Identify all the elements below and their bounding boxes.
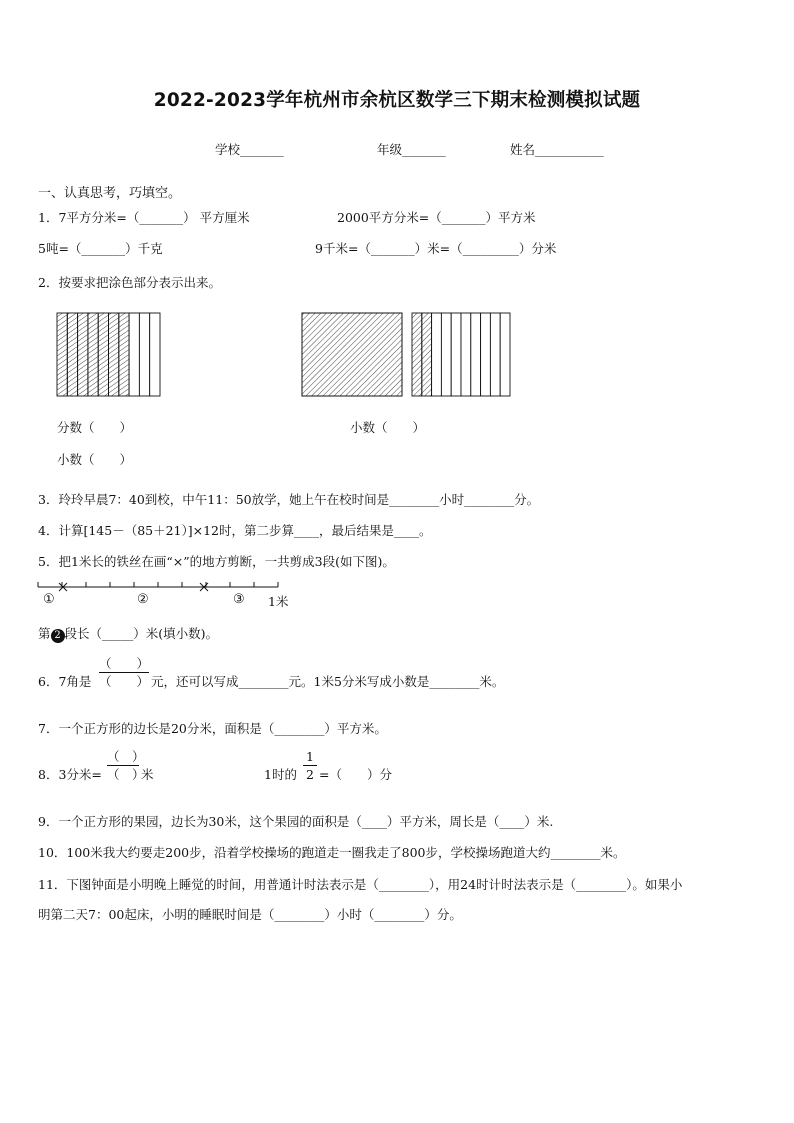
q2-decimal-answer-right: 小数（ ） — [350, 420, 426, 435]
q7-text: 7．一个正方形的边长是20分米，面积是（________）平方米。 — [38, 721, 387, 736]
q2-text: 2．按要求把涂色部分表示出来。 — [38, 275, 221, 290]
fraction-bar — [99, 672, 149, 673]
q2-decimal-answer-left: 小数（ ） — [57, 452, 133, 467]
school-field: 学校_______ — [215, 142, 284, 157]
shaded-strip — [88, 313, 98, 396]
q2-figures — [0, 0, 794, 420]
q8-numerator: （ ） — [107, 749, 145, 764]
empty-strip — [451, 313, 461, 396]
q8-b-prefix: 1时的 — [264, 767, 297, 782]
shaded-strip — [57, 313, 67, 396]
q9-text: 9．一个正方形的果园，边长为30米，这个果园的面积是（____）平方米，周长是（____）米. — [38, 814, 554, 829]
q6-suffix: 元，还可以写成________元。1米5分米写成小数是________米。 — [151, 674, 505, 689]
shaded-strip — [67, 313, 77, 396]
shaded-strip — [422, 313, 432, 396]
shaded-strip — [412, 313, 422, 396]
q1-part-a: 1．7平方分米=（_______） 平方厘米 — [38, 210, 250, 225]
figure-strips-right — [412, 313, 510, 396]
shaded-strip — [98, 313, 108, 396]
q5-text: 5．把1米长的铁丝在画“×”的地方剪断，一共剪成3段(如下图)。 — [38, 554, 395, 569]
q4-text: 4．计算[145－（85＋21）]×12时，第二步算____，最后结果是____。 — [38, 523, 432, 538]
q6-denominator: （ ） — [99, 674, 150, 689]
empty-strip — [490, 313, 500, 396]
shaded-square — [302, 313, 402, 396]
q8-denominator: （ ） — [107, 767, 145, 782]
q10-text: 10．100米我大约要走200步，沿着学校操场的跑道走一圈我走了800步，学校操场跑道大约________米。 — [38, 845, 626, 860]
half-denominator: 2 — [306, 767, 314, 782]
q1-part-b: 2000平方分米=（_______）平方米 — [337, 210, 536, 225]
q6-prefix: 6．7角是 — [38, 674, 92, 689]
fraction-bar — [303, 765, 317, 766]
q5-ruler — [38, 578, 298, 608]
empty-strip — [129, 313, 139, 396]
segment-3-label: ③ — [233, 592, 245, 607]
circled-2-icon: 2 — [51, 629, 65, 643]
empty-strip — [432, 313, 442, 396]
half-numerator: 1 — [306, 749, 314, 764]
empty-strip — [481, 313, 491, 396]
q2-fraction-answer: 分数（ ） — [57, 420, 133, 435]
half-fraction — [303, 749, 317, 782]
q3-text: 3．玲玲早晨7：40到校，中午11：50放学，她上午在校时间是________小时________分。 — [38, 492, 540, 507]
q8-fraction — [107, 749, 145, 782]
q1-part-d: 9千米=（_______）米=（_________）分米 — [315, 241, 557, 256]
empty-strip — [500, 313, 510, 396]
q8-unit: 米 — [141, 767, 154, 782]
q11-line-1: 11．下图钟面是小明晚上睡觉的时间，用普通计时法表示是（________），用24时计时法表示是（________）。如果小 — [38, 877, 683, 892]
q5-answer — [38, 624, 218, 643]
empty-strip — [461, 313, 471, 396]
segment-2-label: ② — [137, 592, 149, 607]
section-heading: 一、认真思考，巧填空。 — [38, 186, 182, 201]
fraction-bar — [107, 765, 139, 766]
ruler-end-label: 1米 — [268, 594, 289, 609]
grade-field: 年级_______ — [377, 142, 446, 157]
q11-line-2: 明第二天7：00起床，小明的睡眠时间是（________）小时（________）分。 — [38, 907, 462, 922]
q5-answer-prefix: 第 — [38, 626, 51, 641]
shaded-strip — [78, 313, 88, 396]
page-title: 2022-2023学年杭州市余杭区数学三下期末检测模拟试题 — [153, 90, 641, 111]
empty-strip — [139, 313, 149, 396]
shaded-strip — [109, 313, 119, 396]
q6-fraction — [99, 656, 149, 689]
name-field: 姓名___________ — [510, 142, 604, 157]
q6-numerator: （ ） — [99, 656, 150, 671]
q8-b-suffix: =（ ）分 — [319, 767, 392, 782]
empty-strip — [471, 313, 481, 396]
figure-strips-left — [57, 313, 160, 396]
q1-part-c: 5吨=（_______）千克 — [38, 241, 163, 256]
segment-1-label: ① — [43, 592, 55, 607]
empty-strip — [150, 313, 160, 396]
figure-full-square — [302, 313, 402, 396]
q5-answer-suffix: 段长（_____）米(填小数)。 — [64, 626, 219, 641]
q8-prefix: 8．3分米= — [38, 767, 102, 782]
shaded-strip — [119, 313, 129, 396]
empty-strip — [441, 313, 451, 396]
